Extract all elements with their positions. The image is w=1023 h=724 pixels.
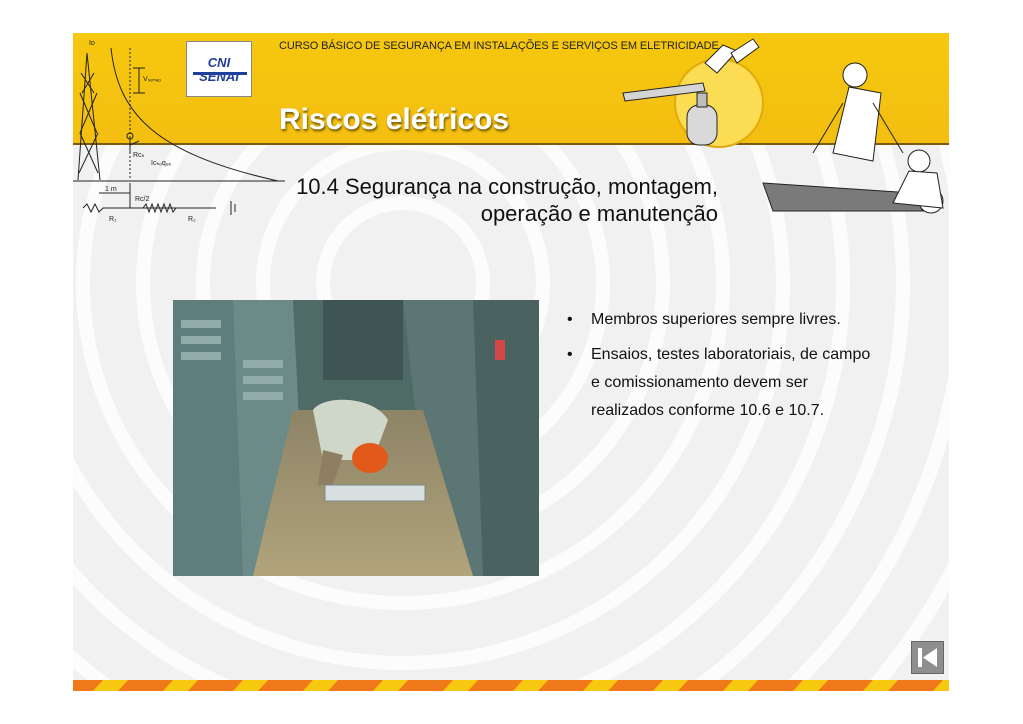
- diagram-label-if: Iᴅ: [89, 40, 95, 47]
- first-slide-icon: [912, 642, 943, 673]
- diagram-label-rch2: Rᴄ/2: [135, 196, 150, 203]
- bullet-text: Membros superiores sempre livres.: [591, 311, 841, 328]
- diagram-label-r1: R₁: [109, 216, 117, 223]
- diagram-label-ichoque: Iᴄₕₒqᵤₑ: [151, 160, 172, 167]
- slide-title: 10.4 Segurança na construção, montagem, operação e manutenção: [296, 174, 718, 226]
- diagram-label-vsenao: Vₛₑₙₐₒ: [143, 76, 161, 83]
- footer-stripe: [73, 680, 949, 691]
- course-title: CURSO BÁSICO DE SEGURANÇA EM INSTALAÇÕES E SERVIÇOS EM ELETRICIDADE: [279, 40, 719, 52]
- diagram-label-1m: 1 m: [105, 186, 117, 193]
- worker-photo: [173, 300, 539, 576]
- cni-senai-logo: [186, 41, 252, 97]
- slide: [73, 33, 949, 691]
- logo-text-cni: CNI: [207, 55, 231, 70]
- first-slide-button[interactable]: [911, 641, 944, 674]
- module-title: Riscos elétricos: [279, 103, 510, 136]
- bullet-item: • Membros superiores sempre livres.: [567, 311, 841, 328]
- electrical-diagram: [73, 33, 288, 233]
- logo-text-senai: SENAI: [199, 69, 239, 84]
- diagram-label-rch: Rᴄₕ: [133, 152, 145, 159]
- diagram-label-r2: R₂: [188, 216, 196, 223]
- bullet-list: [563, 306, 883, 432]
- bullet-text: Ensaios, testes laboratoriais, de campo e comissionamento devem ser realizados conforme 10.6 e 10.7.: [591, 346, 871, 419]
- bullet-item: • Ensaios, testes laboratoriais, de campo e comissionamento devem ser realizados conforme 10.6 e 10.7.: [567, 346, 871, 419]
